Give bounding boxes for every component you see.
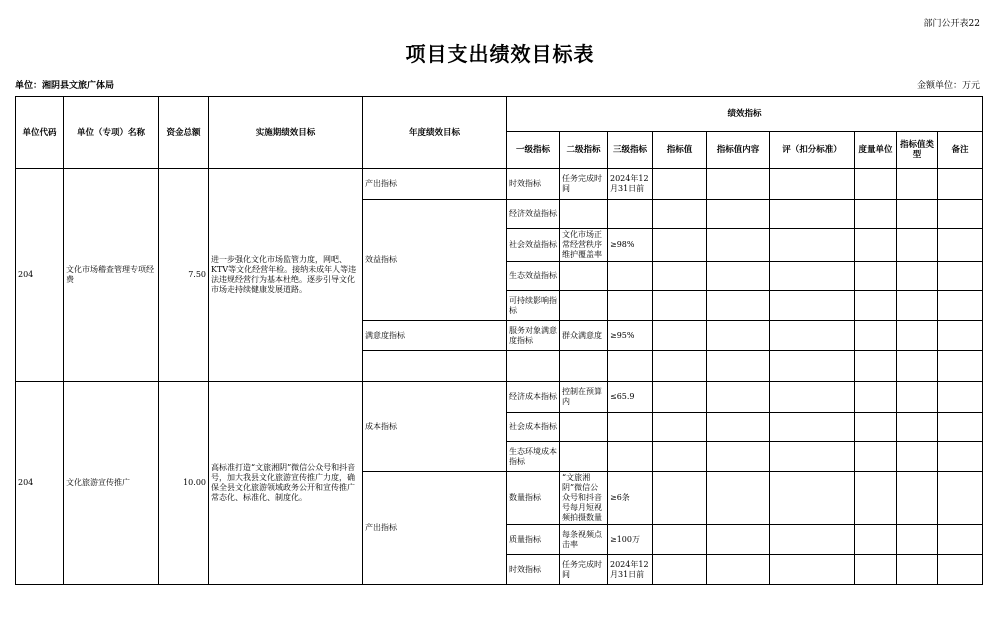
table-row (16, 382, 983, 413)
level2-cell: 社会效益指标 (507, 229, 560, 262)
value-cell: ≥100万 (608, 525, 653, 555)
period-goal-cell: 进一步强化文化市场监管力度，网吧、KTV等文化经营年检。接纳未成年人等违法违规经营行为基本杜绝。逐步引导文化市场走持续健康发展道路。 (209, 169, 363, 382)
value-cell (608, 413, 653, 442)
col-unit-name: 单位（专项）名称 (64, 97, 159, 169)
value-cell: 2024年12月31日前 (608, 169, 653, 200)
value-cell (608, 200, 653, 229)
unit-name-cell: 文化旅游宣传推广 (64, 382, 159, 585)
level3-cell (560, 413, 608, 442)
level3-cell (560, 291, 608, 321)
col-value-content: 指标值内容 (707, 132, 770, 169)
value-cell (608, 442, 653, 472)
level2-cell: 服务对象满意度指标 (507, 321, 560, 351)
level3-cell: 任务完成时间 (560, 555, 608, 585)
level2-cell: 时效指标 (507, 169, 560, 200)
value-cell (608, 291, 653, 321)
level2-cell: 数量指标 (507, 472, 560, 525)
col-value-type: 指标值类型 (897, 132, 938, 169)
level1-cell (363, 351, 507, 382)
level1-cell: 满意度指标 (363, 321, 507, 351)
level3-cell: 文化市场正常经营秩序维护覆盖率 (560, 229, 608, 262)
level3-cell (560, 442, 608, 472)
level3-cell (560, 200, 608, 229)
period-goal-cell: 高标准打造“文旅湘阴”微信公众号和抖音号，加大我县文化旅游宣传推广力度，确保全县文化旅游领域政务公开和宣传推广常态化、标准化、制度化。 (209, 382, 363, 585)
value-cell (608, 351, 653, 382)
unit-code-cell: 204 (16, 169, 64, 382)
value-cell: ≥98% (608, 229, 653, 262)
col-unit-code: 单位代码 (16, 97, 64, 169)
col-total-funds: 资金总额 (159, 97, 209, 169)
level2-cell: 时效指标 (507, 555, 560, 585)
level2-cell (507, 351, 560, 382)
value-cell: ≥6条 (608, 472, 653, 525)
level2-cell: 社会成本指标 (507, 413, 560, 442)
col-level3: 三级指标 (608, 132, 653, 169)
page-title: 项目支出绩效目标表 (405, 42, 595, 66)
level2-cell: 可持续影响指标 (507, 291, 560, 321)
level2-cell: 经济成本指标 (507, 382, 560, 413)
col-annual-goal: 年度绩效目标 (363, 97, 507, 169)
form-code: 部门公开表22 (923, 19, 980, 29)
col-remarks: 备注 (938, 132, 983, 169)
amount-cell: 10.00 (159, 382, 209, 585)
level3-cell (560, 351, 608, 382)
col-level2: 二级指标 (560, 132, 608, 169)
level3-cell: 控制在预算内 (560, 382, 608, 413)
value-cell: ≥95% (608, 321, 653, 351)
level3-cell: 群众满意度 (560, 321, 608, 351)
level3-cell: 每条视频点击率 (560, 525, 608, 555)
level2-cell: 质量指标 (507, 525, 560, 555)
col-scoring: 评（扣分标准） (770, 132, 855, 169)
unit-label: 单位：湘阴县文旅广体局 (15, 81, 115, 91)
level3-cell (560, 262, 608, 291)
level3-cell: 任务完成时间 (560, 169, 608, 200)
value-cell (608, 262, 653, 291)
performance-table (15, 96, 983, 585)
col-measure-unit: 度量单位 (855, 132, 897, 169)
level1-cell: 成本指标 (363, 382, 507, 472)
level1-cell: 产出指标 (363, 472, 507, 585)
level1-cell: 产出指标 (363, 169, 507, 200)
money-unit-label: 金额单位：万元 (916, 81, 980, 91)
level2-cell: 生态环境成本指标 (507, 442, 560, 472)
table-row (16, 169, 983, 200)
value-cell: ≤65.9 (608, 382, 653, 413)
level1-cell: 效益指标 (363, 200, 507, 321)
col-period-goal: 实施期绩效目标 (209, 97, 363, 169)
amount-cell: 7.50 (159, 169, 209, 382)
unit-code-cell: 204 (16, 382, 64, 585)
level2-cell: 生态效益指标 (507, 262, 560, 291)
col-value: 指标值 (653, 132, 707, 169)
col-level1: 一级指标 (507, 132, 560, 169)
col-indicators: 绩效指标 (507, 97, 983, 132)
level3-cell: “文旅湘阴”微信公众号和抖音号每月短视频拍摄数量 (560, 472, 608, 525)
unit-name-cell: 文化市场稽查管理专项经费 (64, 169, 159, 382)
value-cell: 2024年12月31日前 (608, 555, 653, 585)
level2-cell: 经济效益指标 (507, 200, 560, 229)
